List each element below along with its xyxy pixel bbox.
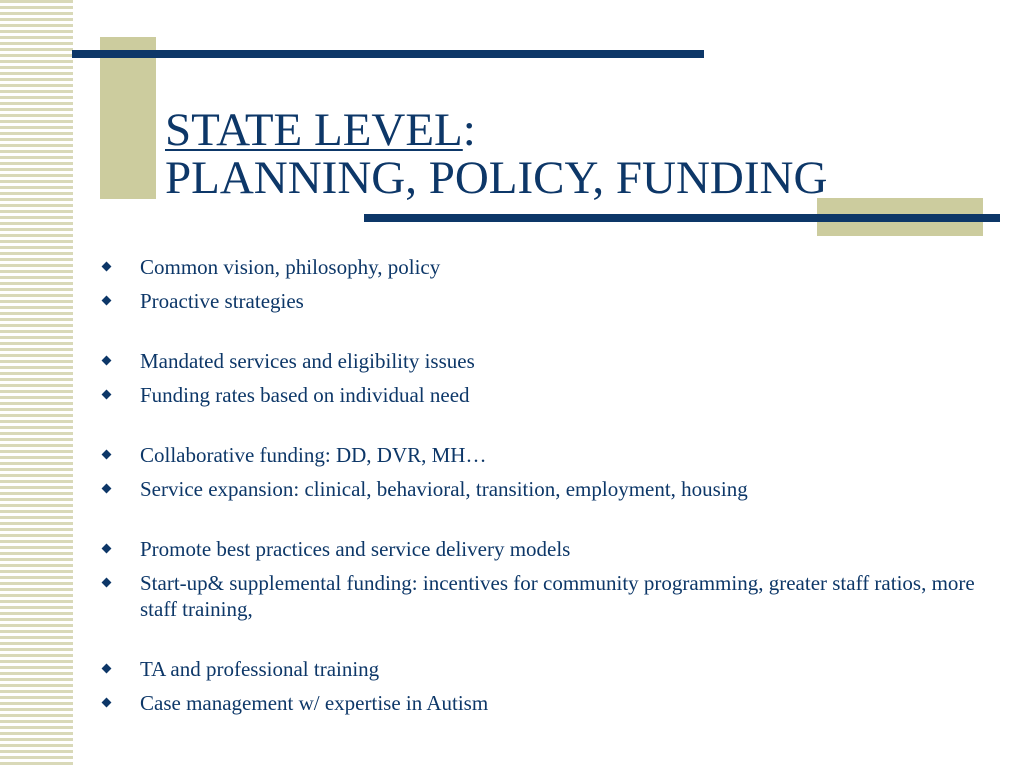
bullet-text: Common vision, philosophy, policy [140,255,441,279]
bullet-text: Collaborative funding: DD, DVR, MH… [140,443,487,467]
left-stripe-decoration [0,0,73,768]
bullet-item [100,382,1000,408]
bullet-text: TA and professional training [140,657,380,681]
diamond-bullet-icon [102,450,112,460]
bullet-item [100,536,1000,562]
bullet-item [100,570,1000,622]
slide-title-line1: STATE LEVEL [165,104,463,156]
accent-block-top [100,37,156,199]
bullet-item [100,348,1000,374]
bullet-text: Promote best practices and service delivery models [140,537,571,561]
slide-title-colon: : [462,104,476,156]
bullet-item [100,442,1000,468]
diamond-bullet-icon [102,296,112,306]
diamond-bullet-icon [102,544,112,554]
bullet-text: Funding rates based on individual need [140,383,470,407]
bullet-text: Mandated services and eligibility issues [140,349,475,373]
diamond-bullet-icon [102,664,112,674]
bullet-list [100,254,1000,724]
diamond-bullet-icon [102,578,112,588]
slide-title-line2: PLANNING, POLICY, FUNDING [165,152,828,204]
bullet-text: Proactive strategies [140,289,304,313]
diamond-bullet-icon [102,262,112,272]
bullet-text: Start-up& supplemental funding: incentives for community programming, greater staff ratios, more staff training, [140,571,975,621]
bullet-item [100,476,1000,502]
bullet-text: Service expansion: clinical, behavioral, transition, employment, housing [140,477,748,501]
bullet-item [100,690,1000,716]
diamond-bullet-icon [102,390,112,400]
title-rule-top [72,50,704,58]
bullet-text: Case management w/ expertise in Autism [140,691,489,715]
diamond-bullet-icon [102,698,112,708]
bullet-item [100,254,1000,280]
bullet-item [100,656,1000,682]
title-rule-bottom [364,214,1000,222]
diamond-bullet-icon [102,484,112,494]
slide-title [165,106,827,202]
diamond-bullet-icon [102,356,112,366]
bullet-item [100,288,1000,314]
